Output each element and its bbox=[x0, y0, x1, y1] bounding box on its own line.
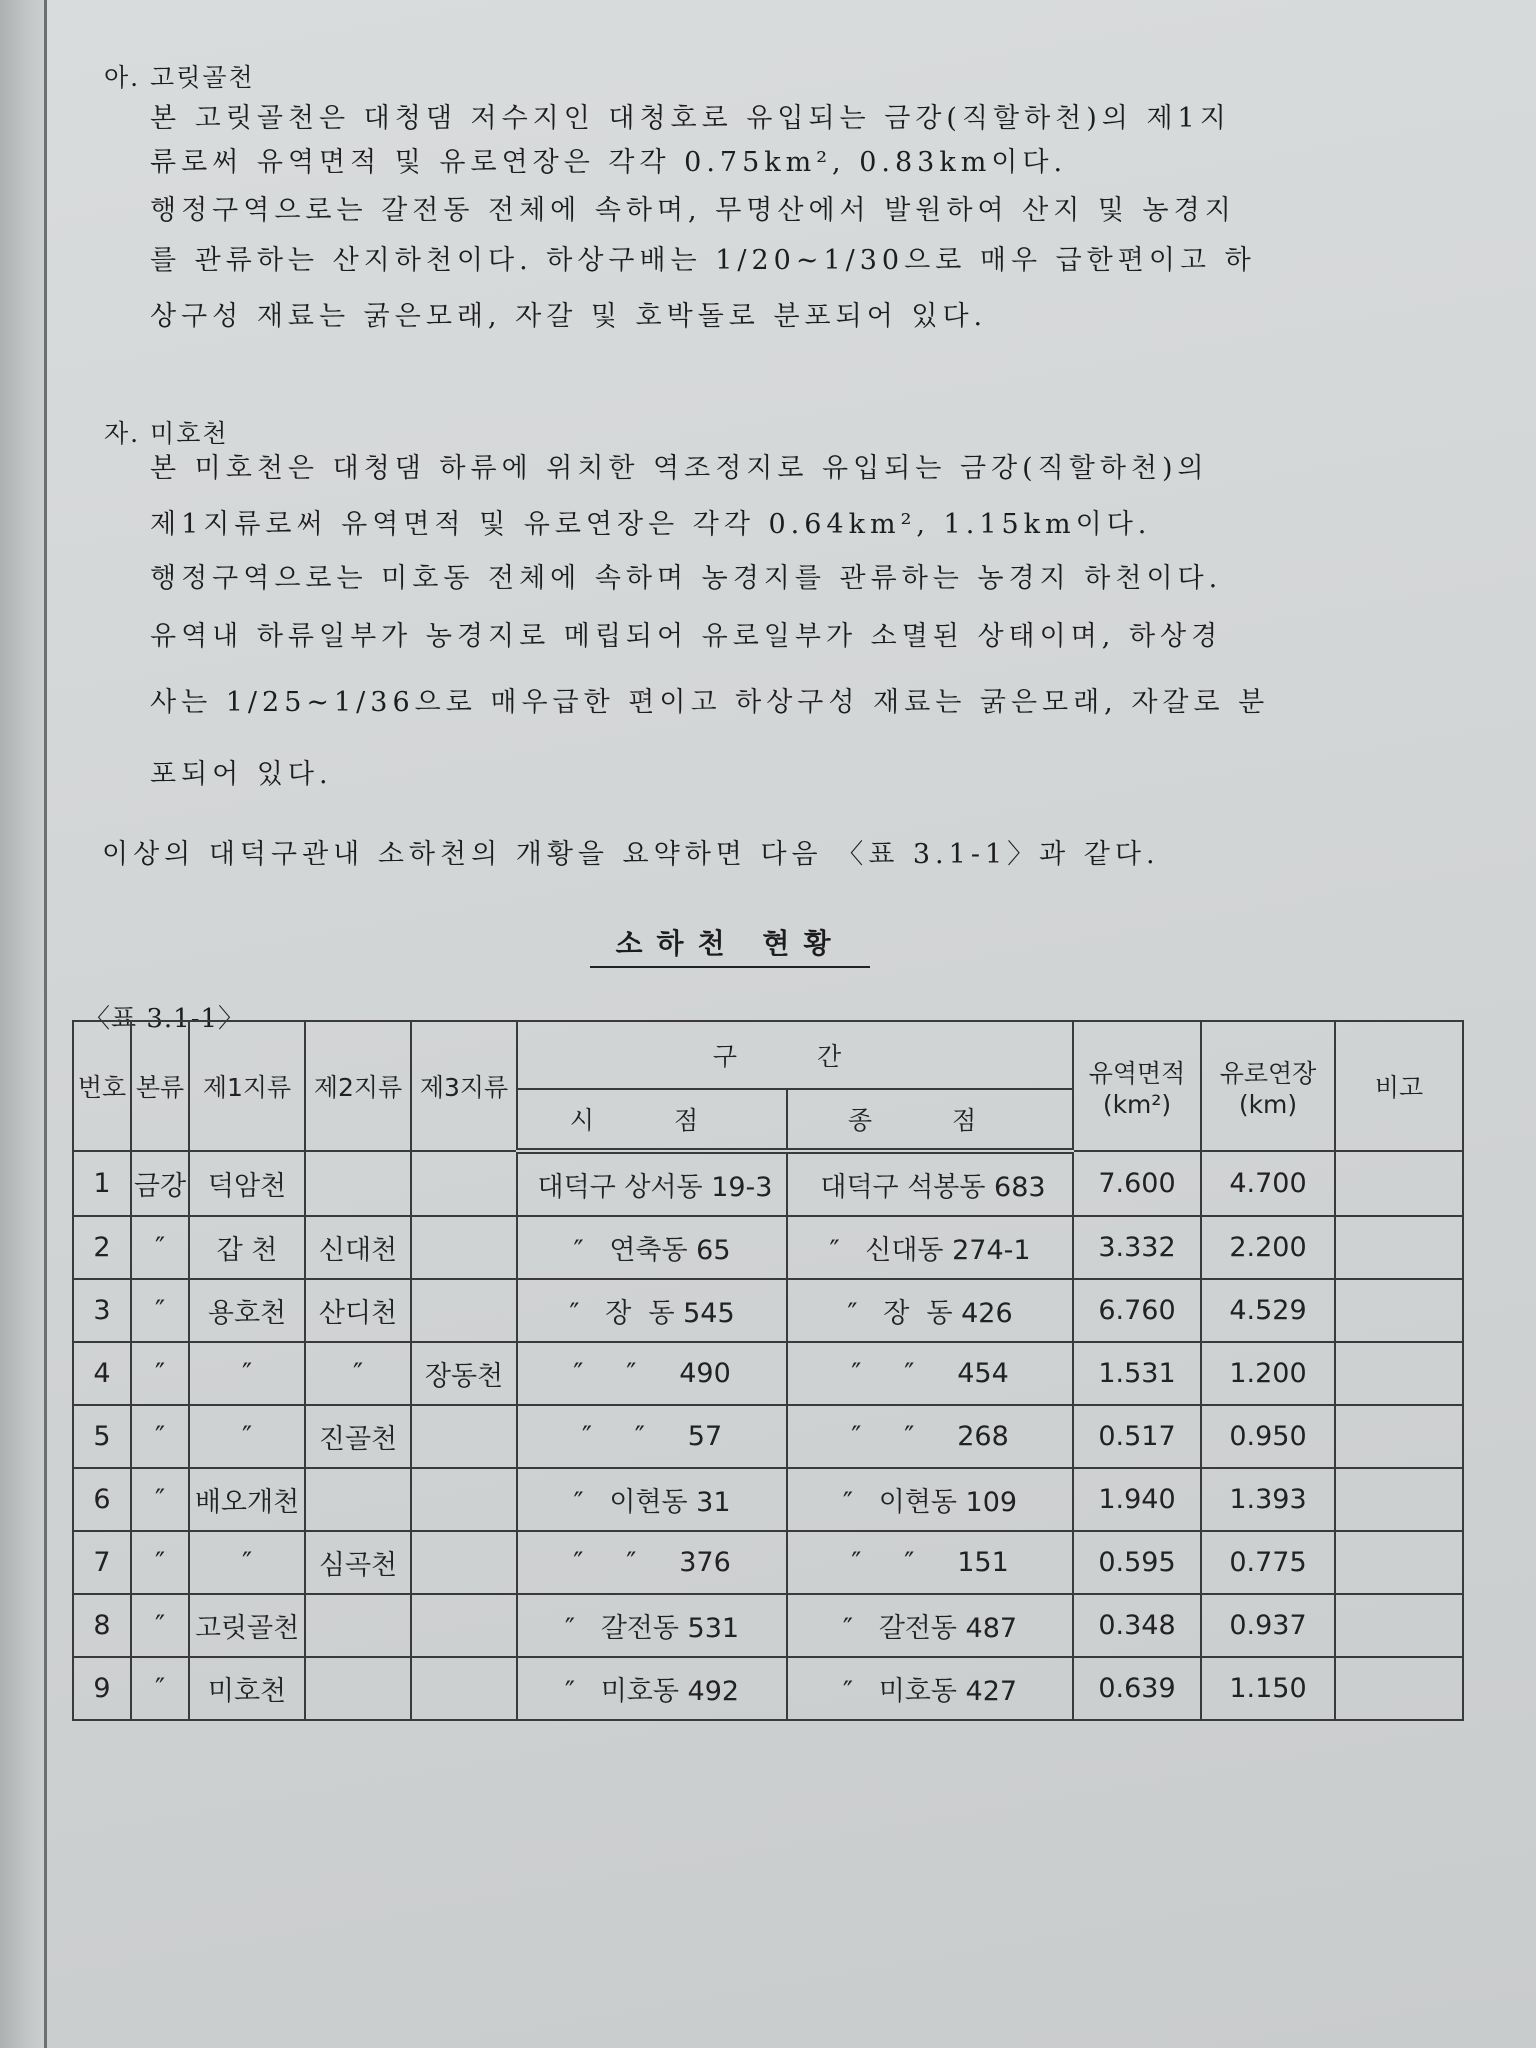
cell-length: 4.700 bbox=[1201, 1151, 1335, 1216]
header-area-label: 유역면적 bbox=[1088, 1058, 1186, 1088]
cell-start: ″ 이현동 31 bbox=[517, 1468, 787, 1531]
stream-status-table bbox=[72, 1020, 1464, 1721]
para-line: 본 미호천은 대청댐 하류에 위치한 역조정지로 유입되는 금강(직할하천)의 bbox=[150, 453, 1209, 484]
header-main-stream: 본류 bbox=[131, 1021, 189, 1151]
para-line: 상구성 재료는 굵은모래, 자갈 및 호박돌로 분포되어 있다. bbox=[150, 301, 988, 332]
cell-start: ″ 갈전동 531 bbox=[517, 1594, 787, 1657]
cell-main: ″ bbox=[131, 1657, 189, 1720]
cell-length: 1.150 bbox=[1201, 1657, 1335, 1720]
cell-area: 0.348 bbox=[1073, 1594, 1201, 1657]
table-row bbox=[73, 1468, 1463, 1531]
para-line: 유역내 하류일부가 농경지로 메립되어 유로일부가 소멸된 상태이며, 하상경 bbox=[150, 621, 1223, 652]
cell-main: 금강 bbox=[131, 1151, 189, 1216]
cell-trib2: 심곡천 bbox=[305, 1531, 411, 1594]
cell-note bbox=[1335, 1216, 1463, 1279]
para-line: 제1지류로써 유역면적 및 유로연장은 각각 0.64km², 1.15km이다. bbox=[150, 509, 1152, 540]
cell-area: 7.600 bbox=[1073, 1151, 1201, 1216]
table-row bbox=[73, 1216, 1463, 1279]
cell-length: 4.529 bbox=[1201, 1279, 1335, 1342]
table-row bbox=[73, 1405, 1463, 1468]
cell-main: ″ bbox=[131, 1468, 189, 1531]
table-row bbox=[73, 1279, 1463, 1342]
cell-trib1: 고릿골천 bbox=[189, 1594, 305, 1657]
para-line: 행정구역으로는 미호동 전체에 속하며 농경지를 관류하는 농경지 하천이다. bbox=[150, 563, 1223, 594]
cell-start: 대덕구 상서동 19-3 bbox=[517, 1151, 787, 1216]
table-row bbox=[73, 1342, 1463, 1405]
table-row bbox=[73, 1151, 1463, 1216]
cell-trib2: ″ bbox=[305, 1342, 411, 1405]
section-heading-goritgol: 아. 고릿골천 bbox=[104, 63, 255, 92]
cell-area: 0.517 bbox=[1073, 1405, 1201, 1468]
cell-trib1: ″ bbox=[189, 1531, 305, 1594]
header-section: 구 간 bbox=[517, 1021, 1073, 1089]
cell-trib3 bbox=[411, 1216, 517, 1279]
cell-no: 9 bbox=[73, 1657, 131, 1720]
table-row bbox=[73, 1594, 1463, 1657]
para-line: 사는 1/25~1/36으로 매우급한 편이고 하상구성 재료는 굵은모래, 자갈로 분 bbox=[150, 687, 1270, 718]
cell-area: 1.940 bbox=[1073, 1468, 1201, 1531]
header-length bbox=[1201, 1021, 1335, 1151]
cell-length: 0.937 bbox=[1201, 1594, 1335, 1657]
cell-no: 1 bbox=[73, 1151, 131, 1216]
table-row bbox=[73, 1657, 1463, 1720]
cell-start: ″ ″ 490 bbox=[517, 1342, 787, 1405]
cell-trib1: 미호천 bbox=[189, 1657, 305, 1720]
cell-note bbox=[1335, 1594, 1463, 1657]
table-row bbox=[73, 1531, 1463, 1594]
cell-end: ″ ″ 268 bbox=[787, 1405, 1073, 1468]
para-line: 를 관류하는 산지하천이다. 하상구배는 1/20~1/30으로 매우 급한편이고 하 bbox=[150, 245, 1256, 276]
cell-area: 1.531 bbox=[1073, 1342, 1201, 1405]
cell-length: 0.775 bbox=[1201, 1531, 1335, 1594]
cell-start: ″ 미호동 492 bbox=[517, 1657, 787, 1720]
header-start: 시 점 bbox=[517, 1089, 787, 1151]
para-line: 본 고릿골천은 대청댐 저수지인 대청호로 유입되는 금강(직할하천)의 제1지 bbox=[150, 103, 1231, 134]
cell-length: 2.200 bbox=[1201, 1216, 1335, 1279]
cell-trib2 bbox=[305, 1657, 411, 1720]
cell-note bbox=[1335, 1468, 1463, 1531]
table-title-underline bbox=[590, 966, 870, 968]
cell-no: 8 bbox=[73, 1594, 131, 1657]
cell-trib1: ″ bbox=[189, 1342, 305, 1405]
cell-end: ″ 신대동 274-1 bbox=[787, 1216, 1073, 1279]
cell-no: 6 bbox=[73, 1468, 131, 1531]
cell-end: ″ ″ 454 bbox=[787, 1342, 1073, 1405]
cell-start: ″ 장 동 545 bbox=[517, 1279, 787, 1342]
cell-start: ″ ″ 376 bbox=[517, 1531, 787, 1594]
header-end: 종 점 bbox=[787, 1089, 1073, 1151]
header-note: 비고 bbox=[1335, 1021, 1463, 1151]
cell-trib3 bbox=[411, 1405, 517, 1468]
cell-trib1: 갑 천 bbox=[189, 1216, 305, 1279]
header-area bbox=[1073, 1021, 1201, 1151]
header-no: 번호 bbox=[73, 1021, 131, 1151]
cell-no: 3 bbox=[73, 1279, 131, 1342]
header-area-unit: (km²) bbox=[1102, 1089, 1172, 1119]
header-trib2: 제2지류 bbox=[305, 1021, 411, 1151]
cell-end: ″ 미호동 427 bbox=[787, 1657, 1073, 1720]
cell-trib3 bbox=[411, 1594, 517, 1657]
section-heading-miho: 자. 미호천 bbox=[104, 419, 229, 448]
cell-start: ″ ″ 57 bbox=[517, 1405, 787, 1468]
header-trib1: 제1지류 bbox=[189, 1021, 305, 1151]
cell-note bbox=[1335, 1279, 1463, 1342]
cell-end: ″ ″ 151 bbox=[787, 1531, 1073, 1594]
cell-trib1: 덕암천 bbox=[189, 1151, 305, 1216]
cell-trib2 bbox=[305, 1151, 411, 1216]
cell-main: ″ bbox=[131, 1405, 189, 1468]
cell-length: 1.393 bbox=[1201, 1468, 1335, 1531]
cell-main: ″ bbox=[131, 1531, 189, 1594]
cell-main: ″ bbox=[131, 1216, 189, 1279]
cell-main: ″ bbox=[131, 1594, 189, 1657]
cell-trib2: 산디천 bbox=[305, 1279, 411, 1342]
cell-no: 4 bbox=[73, 1342, 131, 1405]
cell-trib3 bbox=[411, 1531, 517, 1594]
para-line: 류로써 유역면적 및 유로연장은 각각 0.75km², 0.83km이다. bbox=[150, 147, 1068, 178]
cell-trib3 bbox=[411, 1151, 517, 1216]
cell-trib2: 진골천 bbox=[305, 1405, 411, 1468]
cell-trib1: 배오개천 bbox=[189, 1468, 305, 1531]
cell-trib2: 신대천 bbox=[305, 1216, 411, 1279]
summary-sentence: 이상의 대덕구관내 소하천의 개황을 요약하면 다음 〈표 3.1-1〉과 같다. bbox=[102, 839, 1160, 870]
cell-note bbox=[1335, 1405, 1463, 1468]
cell-no: 2 bbox=[73, 1216, 131, 1279]
table-label: 〈표 3.1-1〉 bbox=[84, 1004, 246, 1034]
cell-trib2 bbox=[305, 1594, 411, 1657]
header-length-unit: (km) bbox=[1238, 1089, 1298, 1119]
header-length-label: 유로연장 bbox=[1219, 1058, 1317, 1088]
cell-area: 0.595 bbox=[1073, 1531, 1201, 1594]
para-line: 행정구역으로는 갈전동 전체에 속하며, 무명산에서 발원하여 산지 및 농경지 bbox=[150, 195, 1236, 226]
table-title: 소하천 현황 bbox=[615, 927, 845, 960]
cell-area: 6.760 bbox=[1073, 1279, 1201, 1342]
cell-length: 0.950 bbox=[1201, 1405, 1335, 1468]
cell-main: ″ bbox=[131, 1342, 189, 1405]
cell-no: 5 bbox=[73, 1405, 131, 1468]
para-line: 포되어 있다. bbox=[150, 759, 333, 790]
cell-area: 0.639 bbox=[1073, 1657, 1201, 1720]
cell-end: ″ 장 동 426 bbox=[787, 1279, 1073, 1342]
cell-trib3 bbox=[411, 1657, 517, 1720]
cell-end: ″ 이현동 109 bbox=[787, 1468, 1073, 1531]
cell-start: ″ 연축동 65 bbox=[517, 1216, 787, 1279]
cell-end: 대덕구 석봉동 683 bbox=[787, 1151, 1073, 1216]
cell-trib1: 용호천 bbox=[189, 1279, 305, 1342]
cell-no: 7 bbox=[73, 1531, 131, 1594]
cell-trib3 bbox=[411, 1279, 517, 1342]
cell-trib1: ″ bbox=[189, 1405, 305, 1468]
cell-note bbox=[1335, 1657, 1463, 1720]
cell-note bbox=[1335, 1531, 1463, 1594]
cell-main: ″ bbox=[131, 1279, 189, 1342]
cell-trib3: 장동천 bbox=[411, 1342, 517, 1405]
cell-area: 3.332 bbox=[1073, 1216, 1201, 1279]
cell-trib2 bbox=[305, 1468, 411, 1531]
cell-note bbox=[1335, 1342, 1463, 1405]
header-trib3: 제3지류 bbox=[411, 1021, 517, 1151]
cell-end: ″ 갈전동 487 bbox=[787, 1594, 1073, 1657]
cell-note bbox=[1335, 1151, 1463, 1216]
cell-trib3 bbox=[411, 1468, 517, 1531]
cell-length: 1.200 bbox=[1201, 1342, 1335, 1405]
